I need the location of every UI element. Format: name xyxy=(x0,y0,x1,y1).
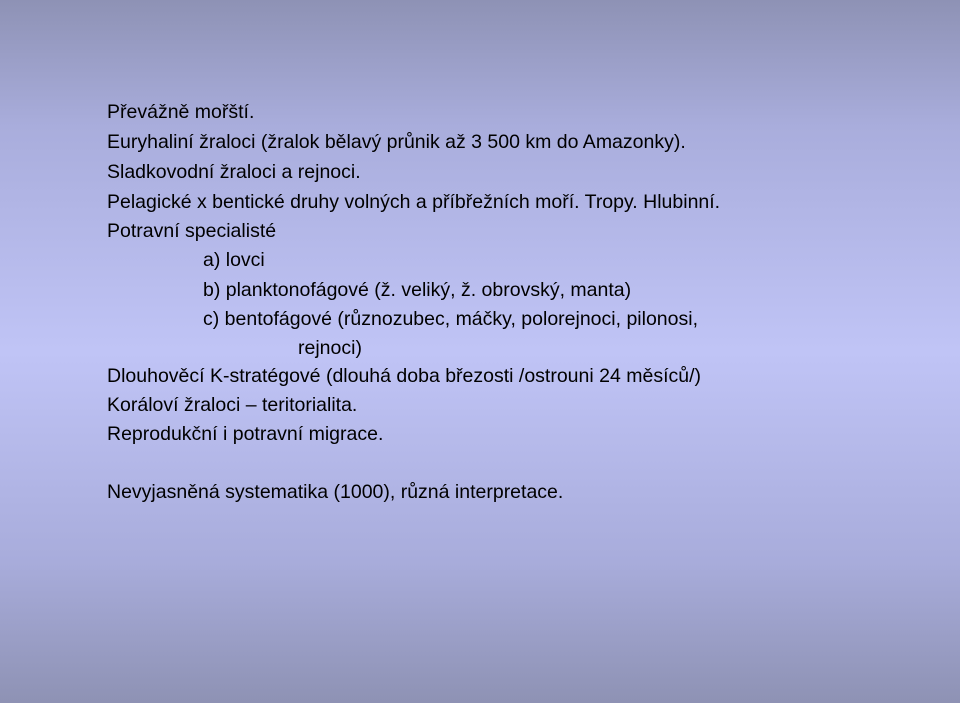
text-line-11: Koráloví žraloci – teritorialita. xyxy=(107,394,358,416)
text-line-8: c) bentofágové (různozubec, máčky, polorejnoci, pilonosi, xyxy=(203,308,698,330)
text-line-2: Euryhaliní žraloci (žralok bělavý průnik až 3 500 km do Amazonky). xyxy=(107,131,686,153)
text-line-12: Reprodukční i potravní migrace. xyxy=(107,423,384,445)
text-line-3: Sladkovodní žraloci a rejnoci. xyxy=(107,161,361,183)
text-line-6: a) lovci xyxy=(203,249,265,271)
text-line-7: b) planktonofágové (ž. veliký, ž. obrovský, manta) xyxy=(203,279,632,301)
text-line-9: rejnoci) xyxy=(298,337,362,359)
text-line-13: Nevyjasněná systematika (1000), různá interpretace. xyxy=(107,481,564,503)
text-line-10: Dlouhověcí K-stratégové (dlouhá doba březosti /ostrouni 24 měsíců/) xyxy=(107,365,701,387)
text-line-5: Potravní specialisté xyxy=(107,220,277,242)
text-line-4: Pelagické x bentické druhy volných a příbřežních moří. Tropy. Hlubinní. xyxy=(107,191,721,213)
text-line-1: Převážně mořští. xyxy=(107,101,255,123)
